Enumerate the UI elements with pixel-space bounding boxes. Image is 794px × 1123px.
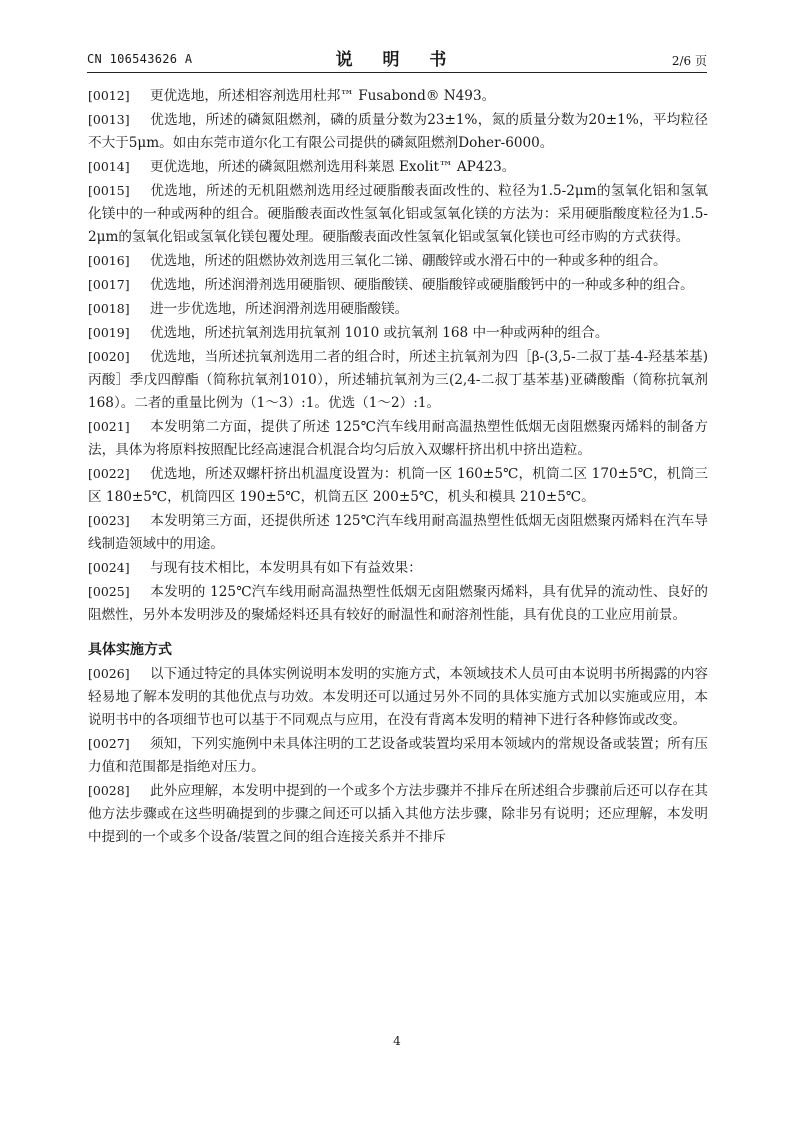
paragraph-number: [0027] — [88, 736, 130, 751]
paragraph-number: [0025] — [88, 584, 130, 599]
paragraph-text: 优选地，所述抗氧剂选用抗氧剂 1010 或抗氧剂 168 中一种或两种的组合。 — [150, 325, 609, 341]
paragraph-number: [0026] — [88, 666, 130, 681]
paragraph-number: [0017] — [88, 277, 130, 292]
paragraph-number: [0024] — [88, 560, 130, 575]
paragraph-number: [0012] — [88, 88, 130, 103]
document-title: 说 明 书 — [335, 50, 459, 70]
paragraph — [88, 179, 708, 249]
section-heading: 具体实施方式 — [88, 642, 172, 658]
paragraph-text: 本发明的 125℃汽车线用耐高温热塑性低烟无卤阻燃聚丙烯料，具有优异的流动性、良好的阻燃性，另外本发明涉及的聚烯烃料还具有较好的耐温性和耐溶剂性能，具有优良的工业应用前景。 — [88, 584, 708, 623]
paragraph — [88, 662, 708, 732]
paragraph-number: [0020] — [88, 349, 130, 364]
paragraph — [88, 779, 708, 849]
paragraph-text: 此外应理解，本发明中提到的一个或多个方法步骤并不排斥在所述组合步骤前后还可以存在其他方法步骤或在这些明确提到的步骤之间还可以插入其他方法步骤，除非另有说明；还应理解，本发明中提到的一个或多个设备/装置之间的组合连接关系并不排斥 — [88, 783, 708, 845]
paragraph-text: 更优选地，所述的磷氮阻燃剂选用科莱恩 Exolit™ AP423。 — [150, 159, 516, 175]
paragraph-text: 本发明第二方面，提供了所述 125℃汽车线用耐高温热塑性低烟无卤阻燃聚丙烯料的制备方法，具体为将原料按照配比经高速混合机混合均匀后放入双螺杆挤出机中挤出造粒。 — [88, 419, 708, 458]
paragraph-text: 优选地，所述双螺杆挤出机温度设置为：机筒一区 160±5℃，机筒二区 170±5℃，机筒三区 180±5℃，机筒四区 190±5℃，机筒五区 200±5℃，机头和模具 210±5℃。 — [88, 466, 708, 505]
paragraph — [88, 415, 708, 462]
paragraph-number: [0018] — [88, 301, 130, 316]
page-label: 2/6 页 — [671, 54, 707, 68]
paragraph — [88, 462, 708, 509]
paragraph — [88, 155, 708, 179]
paragraph-number: [0021] — [88, 419, 130, 434]
paragraph — [88, 556, 708, 580]
paragraph-number: [0015] — [88, 183, 130, 198]
paragraph — [88, 732, 708, 779]
paragraph — [88, 249, 708, 273]
paragraph-number: [0023] — [88, 513, 130, 528]
paragraph-text: 优选地，所述的无机阻燃剂选用经过硬脂酸表面改性的、粒径为1.5-2μm的氢氧化铝和氢氧化镁中的一种或两种的组合。硬脂酸表面改性氢氧化铝或氢氧化镁的方法为：采用硬脂酸度粒径为1.5-2μm的氢氧化铝或氢氧化镁包覆处理。硬脂酸表面改性氢氧化铝或氢氧化镁也可经市购的方式获得。 — [88, 183, 708, 245]
paragraph-number: [0016] — [88, 253, 130, 268]
paragraph-text: 优选地，所述润滑剂选用硬脂钡、硬脂酸镁、硬脂酸锌或硬脂酸钙中的一种或多种的组合。 — [150, 277, 694, 293]
paragraph — [88, 108, 708, 155]
paragraph-list — [88, 662, 708, 849]
paragraph-number: [0013] — [88, 112, 130, 127]
paragraph — [88, 297, 708, 321]
paragraph-text: 优选地，所述的阻燃协效剂选用三氧化二锑、硼酸锌或水滑石中的一种或多种的组合。 — [150, 253, 667, 269]
paragraph-list — [88, 84, 708, 627]
paragraph — [88, 509, 708, 556]
paragraph-text: 须知，下列实施例中未具体注明的工艺设备或装置均采用本领域内的常规设备或装置；所有压力值和范围都是指绝对压力。 — [88, 736, 708, 775]
paragraph-text: 本发明第三方面，还提供所述 125℃汽车线用耐高温热塑性低烟无卤阻燃聚丙烯料在汽车导线制造领域中的用途。 — [88, 513, 708, 552]
paragraph — [88, 273, 708, 297]
paragraph-text: 与现有技术相比，本发明具有如下有益效果： — [150, 560, 422, 576]
paragraph — [88, 345, 708, 415]
paragraph-text: 以下通过特定的具体实例说明本发明的实施方式，本领域技术人员可由本说明书所揭露的内容轻易地了解本发明的其他优点与功效。本发明还可以通过另外不同的具体实施方式加以实施或应用，本说明书中的各项细节也可以基于不同观点与应用，在没有背离本发明的精神下进行各种修饰或改变。 — [88, 666, 708, 728]
paragraph — [88, 580, 708, 627]
page-header — [87, 46, 707, 70]
paragraph-number: [0019] — [88, 325, 130, 340]
paragraph-text: 进一步优选地，所述润滑剂选用硬脂酸镁。 — [150, 301, 409, 317]
paragraph — [88, 321, 708, 345]
paragraph-number: [0014] — [88, 159, 130, 174]
paragraph — [88, 84, 708, 108]
paragraph-text: 更优选地，所述相容剂选用杜邦™ Fusabond® N493。 — [150, 88, 496, 104]
header-rule — [87, 72, 707, 73]
patent-number: CN 106543626 A — [87, 52, 193, 66]
paragraph-text: 优选地，当所述抗氧剂选用二者的组合时，所述主抗氧剂为四［β-(3,5-二叔丁基-4-羟基苯基)丙酸］季戊四醇酯（简称抗氧剂1010），所述辅抗氧剂为三(2,4-二叔丁基苯基)亚磷酸酯（简称抗氧剂 168）。二者的重量比例为（1～3）:1。优选（1～2）:1。 — [88, 349, 708, 411]
paragraph-text: 优选地，所述的磷氮阻燃剂，磷的质量分数为23±1%，氮的质量分数为20±1%，平均粒径不大于5μm。如由东莞市道尔化工有限公司提供的磷氮阻燃剂Doher-6000。 — [88, 112, 708, 151]
page-number: 4 — [393, 1034, 401, 1048]
paragraph-number: [0022] — [88, 466, 130, 481]
paragraph-number: [0028] — [88, 783, 130, 798]
document-body — [88, 84, 708, 849]
